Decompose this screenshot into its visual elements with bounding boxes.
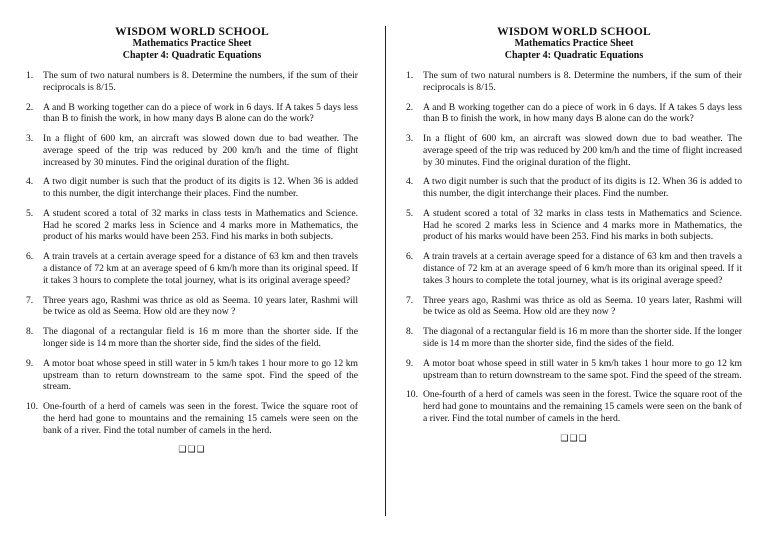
question-text: The diagonal of a rectangular field is 16 m more than the shorter side. If the longer side is 14 m more than the shorter side, find the sides of the field. xyxy=(43,326,358,349)
question-number: 4. xyxy=(26,176,34,188)
question-number: 6. xyxy=(406,251,414,263)
question-number: 7. xyxy=(26,294,34,306)
footer-mark: ❑❑❑ xyxy=(178,444,206,455)
question-number: 2. xyxy=(26,101,34,113)
sheet-subtitle: Mathematics Practice Sheet xyxy=(132,38,252,49)
question-number: 10. xyxy=(406,389,418,401)
question-text: The sum of two natural numbers is 8. Determine the numbers, if the sum of their reciprocals is 8/15. xyxy=(43,70,358,93)
chapter-title: Chapter 4: Quadratic Equations xyxy=(504,50,644,61)
question-number: 8. xyxy=(406,326,414,338)
question-number: 4. xyxy=(406,176,414,188)
question-item xyxy=(406,133,742,168)
question-text: Three years ago, Rashmi was thrice as old as Seema. 10 years later, Rashmi will be twice as old as Seema. How old are they now ? xyxy=(43,294,358,318)
question-item xyxy=(406,208,742,243)
question-item xyxy=(406,102,742,125)
question-number: 5. xyxy=(406,208,414,220)
question-number: 3. xyxy=(26,133,34,145)
question-text: Three years ago, Rashmi was thrice as old as Seema. 10 years later, Rashmi will be twice as old as Seema. How old are they now ? xyxy=(423,294,742,318)
question-number: 8. xyxy=(26,326,34,338)
question-number: 1. xyxy=(406,70,414,81)
question-item xyxy=(406,326,742,349)
question-number: 10. xyxy=(26,401,38,413)
question-number: 9. xyxy=(26,357,34,369)
question-text: A student scored a total of 32 marks in class tests in Mathematics and Science. Had he scored 2 marks less in Science and 4 marks more in Mathematics, the product of his marks would have been 253. Find his marks in both subjects. xyxy=(423,208,742,243)
chapter-title: Chapter 4: Quadratic Equations xyxy=(122,50,262,61)
question-text: A train travels at a certain average speed for a distance of 63 km and then travels a distance of 72 km at an average speed of 6 km/h more than its original speed. If it takes 3 hours to complete the total journey, what is its original average speed? xyxy=(43,251,358,286)
worksheet-header xyxy=(406,26,742,62)
question-item xyxy=(406,389,742,424)
question-text: In a flight of 600 km, an aircraft was slowed down due to bad weather. The average speed of the trip was reduced by 200 km/h and the time of flight increased by 30 minutes. Find the original duration of the flight. xyxy=(43,133,358,168)
question-text: One-fourth of a herd of camels was seen in the forest. Twice the square root of the herd had gone to mountains and the remaining 15 camels were seen on the bank of a river. Find the total number of camels in the herd. xyxy=(43,401,358,436)
question-text: A and B working together can do a piece of work in 6 days. If A takes 5 days less than B to finish the work, in how many days B alone can do the work? xyxy=(43,101,358,125)
school-name: WISDOM WORLD SCHOOL xyxy=(497,26,651,38)
question-number: 3. xyxy=(406,133,414,145)
question-item xyxy=(406,70,742,93)
question-text: The diagonal of a rectangular field is 16 m more than the shorter side. If the longer side is 14 m more than the shorter side, find the sides of the field. xyxy=(423,326,742,349)
question-text: The sum of two natural numbers is 8. Determine the numbers, if the sum of their reciprocals is 8/15. xyxy=(423,70,742,93)
question-text: A two digit number is such that the product of its digits is 12. When 36 is added to this number, the digit interchange their places. Find the number. xyxy=(423,176,742,200)
question-number: 2. xyxy=(406,101,414,113)
question-item xyxy=(406,251,742,286)
question-item xyxy=(406,176,742,199)
question-text: One-fourth of a herd of camels was seen in the forest. Twice the square root of the herd had gone to mountains and the remaining 15 camels were seen on the bank of a river. Find the total number of camels in the herd. xyxy=(423,389,742,424)
question-number: 6. xyxy=(26,251,34,263)
sheet-subtitle: Mathematics Practice Sheet xyxy=(514,38,634,49)
question-number: 9. xyxy=(406,357,414,369)
question-item xyxy=(406,358,742,381)
school-name: WISDOM WORLD SCHOOL xyxy=(115,26,269,38)
question-text: A and B working together can do a piece of work in 6 days. If A takes 5 days less than B to finish the work, in how many days B alone can do the work? xyxy=(423,101,742,125)
question-number: 5. xyxy=(26,208,34,220)
question-number: 7. xyxy=(406,294,414,306)
question-text: A student scored a total of 32 marks in class tests in Mathematics and Science. Had he scored 2 marks less in Science and 4 marks more in Mathematics, the product of his marks would have been 253. Find his marks in both subjects. xyxy=(43,208,358,243)
question-item xyxy=(406,295,742,318)
question-text: A motor boat whose speed in still water in 5 km/h takes 1 hour more to go 12 km upstream than to return downstream to the same spot. Find the speed of the stream. xyxy=(423,357,742,381)
question-text: A train travels at a certain average speed for a distance of 63 km and then travels a distance of 72 km at an average speed of 6 km/h more than its original speed. If it takes 3 hours to complete the total journey, what is its original average speed? xyxy=(423,251,742,286)
question-text: A two digit number is such that the product of its digits is 12. When 36 is added to this number, the digit interchange their places. Find the number. xyxy=(43,176,358,200)
question-number: 1. xyxy=(26,70,34,81)
question-text: A motor boat whose speed in still water in 5 km/h takes 1 hour more to go 12 km upstream than to return downstream to the same spot. Find the speed of the stream. xyxy=(43,357,358,393)
footer-mark: ❑❑❑ xyxy=(560,432,588,443)
question-list xyxy=(406,70,742,425)
question-text: In a flight of 600 km, an aircraft was slowed down due to bad weather. The average speed of the trip was reduced by 200 km/h and the time of flight increased by 30 minutes. Find the original duration of the flight. xyxy=(423,133,742,168)
